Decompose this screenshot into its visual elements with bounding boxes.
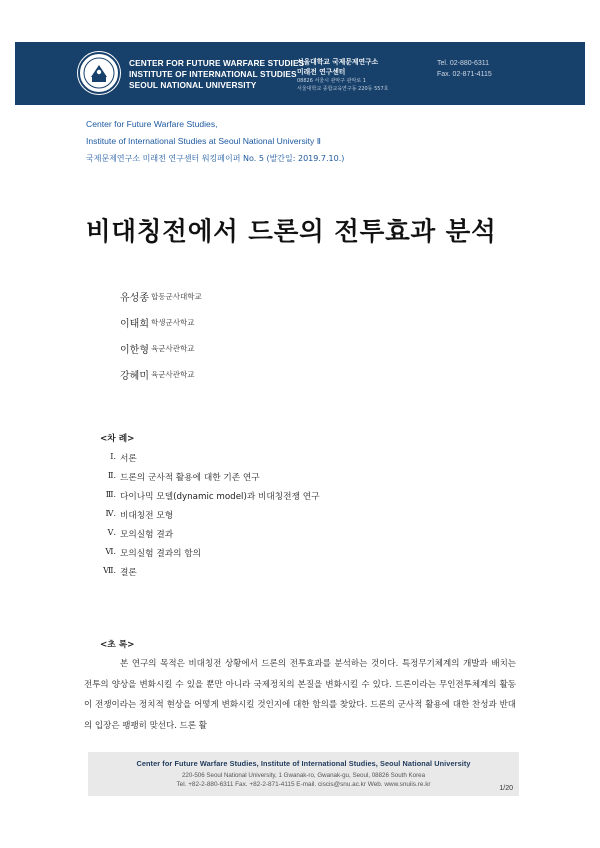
toc-text: 모의실험 결과 — [120, 530, 174, 540]
toc-number: Ⅵ. — [105, 547, 116, 556]
toc-item — [96, 566, 320, 585]
table-of-contents — [96, 432, 320, 585]
header-address-line: 08826 서울시 관악구 관악로 1 — [297, 78, 366, 84]
toc-item — [96, 528, 320, 547]
toc-text: 비대칭전 모형 — [120, 511, 174, 521]
toc-item — [96, 509, 320, 528]
header-korean-block — [297, 57, 388, 93]
author-affiliation: 육군사관학교 — [151, 370, 195, 379]
author-affiliation: 육군사관학교 — [151, 344, 195, 353]
university-seal-icon — [77, 51, 121, 95]
toc-number: Ⅲ. — [105, 490, 116, 499]
author-affiliation: 학생군사학교 — [151, 318, 195, 327]
series-line-2: Institute of International Studies at Seoul National University Ⅱ — [86, 136, 321, 146]
header-en-line: CENTER FOR FUTURE WARFARE STUDIES — [129, 58, 305, 68]
toc-item — [96, 547, 320, 566]
letterhead-banner — [15, 42, 585, 105]
header-en-line: INSTITUTE OF INTERNATIONAL STUDIES — [129, 69, 297, 79]
footer-address: 220-506 Seoul National University, 1 Gwanak-ro, Gwanak-gu, Seoul, 08826 South Korea — [181, 772, 426, 779]
header-address-line: 서울대학교 종합교육연구동 220동 557호 — [297, 86, 389, 92]
header-ko-title: 서울대학교 국제문제연구소 — [297, 58, 379, 66]
toc-number: Ⅶ. — [103, 566, 116, 575]
header-ko-subtitle: 미래전 연구센터 — [297, 68, 346, 76]
toc-number: Ⅳ. — [105, 509, 116, 518]
author-affiliation: 합동군사대학교 — [151, 292, 202, 301]
toc-number: Ⅰ. — [110, 452, 116, 461]
toc-text: 결론 — [120, 568, 137, 578]
toc-item — [96, 490, 320, 509]
abstract-body — [84, 654, 516, 736]
toc-text: 모의실험 결과의 함의 — [120, 549, 202, 559]
toc-text: 드론의 군사적 활용에 대한 기존 연구 — [120, 473, 260, 483]
header-en-line: SEOUL NATIONAL UNIVERSITY — [129, 80, 257, 90]
series-line-1: Center for Future Warfare Studies, — [86, 119, 218, 129]
header-contact — [437, 58, 492, 80]
page-footer — [88, 752, 519, 796]
footer-institution: Center for Future Warfare Studies, Institute of International Studies, Seoul National University — [136, 759, 471, 768]
series-info — [86, 116, 344, 167]
footer-contact: Tel. +82-2-880-6311 Fax. +82-2-871-4115 E-mail. ciscis@snu.ac.kr Web. www.snuiis.re.kr — [176, 781, 431, 788]
author-name: 이한형 — [120, 345, 149, 356]
toc-text: 다이나믹 모델(dynamic model)과 비대칭전쟁 연구 — [120, 492, 320, 502]
header-fax: Fax. 02-871-4115 — [437, 71, 492, 78]
header-english-lines — [129, 58, 304, 91]
paper-title: 비대칭전에서 드론의 전투효과 분석 — [86, 217, 497, 247]
author-name: 강혜미 — [120, 371, 149, 382]
toc-text: 서론 — [120, 454, 137, 464]
toc-heading: <차 례> — [100, 434, 135, 444]
header-tel: Tel. 02-880-6311 — [437, 60, 490, 67]
toc-number: Ⅱ. — [108, 471, 116, 480]
abstract-text: 본 연구의 목적은 비대칭전 상황에서 드론의 전투효과를 분석하는 것이다. 특정무기체계의 개발과 배치는 전투의 양상을 변화시킬 수 있을 뿐만 아니라 국제정치의 본질을 변화시킬 수 있다. 드론이라는 무인전투체계의 활동이 전쟁이라는 정치적 현상을 어떻게 변화시킬 것인지에 대한 함의를 찾았다. 드론의 군사적 활용에 대한 찬성과 반대의 입장은 팽팽히 맞선다. 드론 활 — [84, 659, 516, 731]
abstract-heading: <초 록> — [100, 640, 135, 650]
author-name: 이태희 — [120, 319, 149, 330]
toc-item — [96, 452, 320, 471]
toc-number: Ⅴ. — [107, 528, 116, 537]
author-name: 유성종 — [120, 293, 149, 304]
series-line-3: 국제문제연구소 미래전 연구센터 워킹페이퍼 No. 5 (발간일: 2019.7.10.) — [86, 154, 345, 163]
page-number: 1/20 — [499, 785, 513, 792]
toc-item — [96, 471, 320, 490]
